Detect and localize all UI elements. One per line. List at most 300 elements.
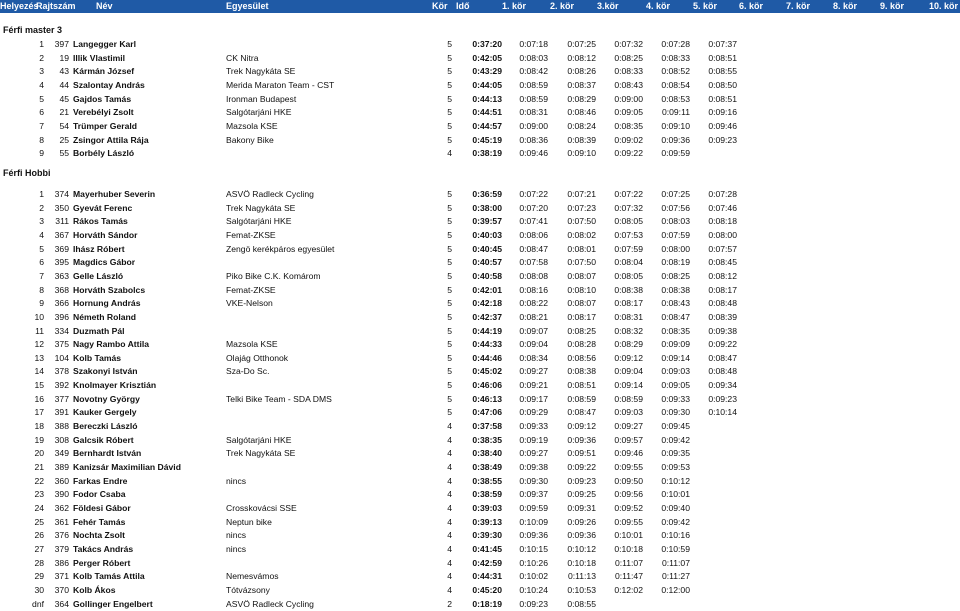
- cell-total-time: 0:36:59: [472, 188, 502, 202]
- cell-lap1: 0:09:23: [519, 598, 548, 611]
- cell-total-time: 0:44:13: [472, 93, 502, 107]
- cell-laps: 4: [447, 420, 452, 434]
- cell-total-time: 0:46:06: [472, 379, 502, 393]
- cell-lap3: 0:08:35: [614, 120, 643, 134]
- cell-rank: 1: [39, 38, 44, 52]
- cell-lap3: 0:08:31: [614, 311, 643, 325]
- cell-laps: 5: [447, 338, 452, 352]
- cell-lap4: 0:07:25: [661, 188, 690, 202]
- cell-lap3: 0:09:03: [614, 406, 643, 420]
- cell-name: Verebélyi Zsolt: [73, 106, 134, 120]
- cell-laps: 4: [447, 516, 452, 530]
- cell-laps: 5: [447, 379, 452, 393]
- cell-name: Ihász Róbert: [73, 243, 125, 257]
- cell-rank: 16: [34, 393, 44, 407]
- cell-bib: 375: [55, 338, 69, 352]
- cell-lap2: 0:10:53: [567, 584, 596, 598]
- cell-bib: 350: [55, 202, 69, 216]
- cell-lap1: 0:08:08: [519, 270, 548, 284]
- cell-lap4: 0:08:53: [661, 93, 690, 107]
- col-time-header: Idő: [456, 0, 470, 13]
- cell-total-time: 0:47:06: [472, 406, 502, 420]
- cell-club: CK Nitra: [226, 52, 258, 66]
- cell-lap1: 0:08:47: [519, 243, 548, 257]
- cell-lap3: 0:08:59: [614, 393, 643, 407]
- cell-lap4: 0:08:47: [661, 311, 690, 325]
- cell-lap2: 0:08:38: [567, 365, 596, 379]
- cell-lap3: 0:09:12: [614, 352, 643, 366]
- cell-lap3: 0:09:27: [614, 420, 643, 434]
- col-lap2-header: 2. kör: [550, 0, 574, 13]
- cell-lap4: 0:07:56: [661, 202, 690, 216]
- cell-name: Novotny György: [73, 393, 140, 407]
- cell-total-time: 0:44:05: [472, 79, 502, 93]
- cell-lap5: 0:07:37: [708, 38, 737, 52]
- cell-lap2: 0:07:50: [567, 256, 596, 270]
- cell-bib: 308: [55, 434, 69, 448]
- cell-lap5: 0:08:00: [708, 229, 737, 243]
- cell-bib: 388: [55, 420, 69, 434]
- cell-bib: 363: [55, 270, 69, 284]
- cell-total-time: 0:44:31: [472, 570, 502, 584]
- cell-club: Trek Nagykáta SE: [226, 202, 295, 216]
- cell-total-time: 0:44:19: [472, 325, 502, 339]
- cell-rank: 2: [39, 202, 44, 216]
- cell-laps: 5: [447, 79, 452, 93]
- cell-name: Perger Róbert: [73, 557, 130, 571]
- cell-total-time: 0:38:59: [472, 488, 502, 502]
- cell-name: Kauker Gergely: [73, 406, 137, 420]
- cell-name: Szakonyi István: [73, 365, 137, 379]
- cell-lap3: 0:09:50: [614, 475, 643, 489]
- cell-total-time: 0:37:58: [472, 420, 502, 434]
- table-row: [0, 120, 960, 134]
- cell-total-time: 0:44:33: [472, 338, 502, 352]
- cell-lap4: 0:09:45: [661, 420, 690, 434]
- cell-club: nincs: [226, 475, 246, 489]
- cell-lap1: 0:08:21: [519, 311, 548, 325]
- cell-laps: 5: [447, 393, 452, 407]
- cell-lap1: 0:09:29: [519, 406, 548, 420]
- col-club-header: Egyesület: [226, 0, 269, 13]
- cell-name: Gajdos Tamás: [73, 93, 131, 107]
- cell-lap2: 0:10:12: [567, 543, 596, 557]
- cell-lap3: 0:08:43: [614, 79, 643, 93]
- table-row: [0, 79, 960, 93]
- cell-total-time: 0:39:57: [472, 215, 502, 229]
- cell-bib: 43: [59, 65, 69, 79]
- cell-lap3: 0:09:05: [614, 106, 643, 120]
- cell-lap2: 0:07:23: [567, 202, 596, 216]
- cell-lap4: 0:09:42: [661, 434, 690, 448]
- cell-lap3: 0:11:07: [615, 557, 643, 571]
- cell-bib: 370: [55, 584, 69, 598]
- table-row: [0, 311, 960, 325]
- cell-rank: 3: [39, 215, 44, 229]
- table-row: [0, 256, 960, 270]
- cell-lap5: 0:09:23: [708, 393, 737, 407]
- cell-lap2: 0:08:37: [567, 79, 596, 93]
- table-row: [0, 447, 960, 461]
- cell-lap2: 0:09:10: [567, 147, 596, 161]
- cell-club: Trek Nagykáta SE: [226, 65, 295, 79]
- cell-club: Femat-ZKSE: [226, 229, 276, 243]
- cell-rank: 19: [34, 434, 44, 448]
- cell-lap4: 0:09:09: [661, 338, 690, 352]
- cell-lap1: 0:09:33: [519, 420, 548, 434]
- cell-lap1: 0:07:18: [519, 38, 548, 52]
- cell-lap4: 0:09:05: [661, 379, 690, 393]
- cell-laps: 5: [447, 365, 452, 379]
- cell-lap2: 0:07:50: [567, 215, 596, 229]
- cell-rank: 14: [34, 365, 44, 379]
- table-row: [0, 93, 960, 107]
- cell-total-time: 0:40:03: [472, 229, 502, 243]
- table-row: [0, 65, 960, 79]
- cell-club: Nemesvámos: [226, 570, 279, 584]
- col-lap4-header: 4. kör: [646, 0, 670, 13]
- cell-lap5: 0:08:47: [708, 352, 737, 366]
- cell-lap3: 0:08:05: [614, 270, 643, 284]
- cell-lap1: 0:08:31: [519, 106, 548, 120]
- cell-laps: 4: [447, 488, 452, 502]
- table-row: [0, 420, 960, 434]
- cell-bib: 369: [55, 243, 69, 257]
- cell-lap3: 0:08:17: [614, 297, 643, 311]
- cell-lap1: 0:08:22: [519, 297, 548, 311]
- cell-lap5: 0:08:17: [708, 284, 737, 298]
- cell-lap2: 0:08:56: [567, 352, 596, 366]
- cell-club: Telki Bike Team - SDA DMS: [226, 393, 332, 407]
- cell-laps: 4: [447, 475, 452, 489]
- cell-bib: 371: [55, 570, 69, 584]
- cell-lap1: 0:07:41: [519, 215, 548, 229]
- cell-lap1: 0:08:59: [519, 79, 548, 93]
- cell-lap4: 0:10:16: [661, 529, 690, 543]
- cell-rank: 3: [39, 65, 44, 79]
- table-row: [0, 202, 960, 216]
- cell-lap3: 0:09:14: [614, 379, 643, 393]
- cell-lap3: 0:09:00: [614, 93, 643, 107]
- cell-total-time: 0:42:59: [472, 557, 502, 571]
- cell-laps: 5: [447, 311, 452, 325]
- cell-total-time: 0:44:46: [472, 352, 502, 366]
- cell-rank: 4: [39, 229, 44, 243]
- cell-rank: 22: [34, 475, 44, 489]
- cell-lap2: 0:08:07: [567, 270, 596, 284]
- cell-name: Bereczki László: [73, 420, 137, 434]
- cell-lap1: 0:09:27: [519, 447, 548, 461]
- cell-name: Kanizsár Maximilian Dávid: [73, 461, 181, 475]
- cell-lap2: 0:08:25: [567, 325, 596, 339]
- cell-lap3: 0:07:32: [614, 202, 643, 216]
- cell-laps: 4: [447, 584, 452, 598]
- table-row: [0, 406, 960, 420]
- cell-lap5: 0:09:46: [708, 120, 737, 134]
- cell-total-time: 0:38:35: [472, 434, 502, 448]
- cell-bib: 364: [55, 598, 69, 611]
- cell-club: Bakony Bike: [226, 134, 274, 148]
- cell-lap4: 0:08:38: [661, 284, 690, 298]
- cell-total-time: 0:42:18: [472, 297, 502, 311]
- cell-lap4: 0:08:03: [661, 215, 690, 229]
- cell-bib: 349: [55, 447, 69, 461]
- table-row: [0, 557, 960, 571]
- table-row: [0, 134, 960, 148]
- table-header: [0, 0, 960, 13]
- cell-lap4: 0:08:00: [661, 243, 690, 257]
- cell-lap3: 0:09:57: [614, 434, 643, 448]
- cell-name: Knolmayer Krisztián: [73, 379, 156, 393]
- cell-bib: 360: [55, 475, 69, 489]
- cell-bib: 396: [55, 311, 69, 325]
- cell-total-time: 0:39:03: [472, 502, 502, 516]
- cell-lap2: 0:09:23: [567, 475, 596, 489]
- cell-rank: 11: [35, 325, 44, 339]
- cell-bib: 362: [55, 502, 69, 516]
- cell-lap4: 0:09:03: [661, 365, 690, 379]
- cell-lap1: 0:10:26: [519, 557, 548, 571]
- col-lap3-header: 3.kör: [597, 0, 619, 13]
- cell-lap3: 0:10:01: [614, 529, 643, 543]
- table-row: [0, 188, 960, 202]
- cell-club: Piko Bike C.K. Komárom: [226, 270, 321, 284]
- cell-laps: 4: [447, 447, 452, 461]
- cell-name: Langegger Karl: [73, 38, 136, 52]
- cell-lap1: 0:08:42: [519, 65, 548, 79]
- cell-name: Farkas Endre: [73, 475, 127, 489]
- cell-laps: 5: [447, 106, 452, 120]
- section-title: Férfi master 3: [3, 24, 62, 37]
- cell-name: Magdics Gábor: [73, 256, 135, 270]
- cell-rank: 7: [39, 270, 44, 284]
- cell-rank: 29: [34, 570, 44, 584]
- cell-rank: 2: [39, 52, 44, 66]
- cell-lap3: 0:09:04: [614, 365, 643, 379]
- cell-club: Neptun bike: [226, 516, 272, 530]
- cell-rank: 7: [39, 120, 44, 134]
- cell-lap1: 0:09:37: [519, 488, 548, 502]
- cell-lap3: 0:08:04: [614, 256, 643, 270]
- cell-lap4: 0:09:10: [661, 120, 690, 134]
- cell-lap3: 0:09:55: [614, 461, 643, 475]
- cell-lap4: 0:09:53: [661, 461, 690, 475]
- cell-total-time: 0:40:45: [472, 243, 502, 257]
- cell-lap1: 0:10:15: [519, 543, 548, 557]
- col-lap8-header: 8. kör: [833, 0, 857, 13]
- cell-lap5: 0:07:57: [708, 243, 737, 257]
- cell-lap1: 0:08:03: [519, 52, 548, 66]
- table-row: [0, 52, 960, 66]
- cell-laps: 2: [447, 598, 452, 611]
- cell-lap1: 0:09:38: [519, 461, 548, 475]
- cell-lap4: 0:11:27: [662, 570, 690, 584]
- cell-name: Fodor Csaba: [73, 488, 126, 502]
- cell-lap2: 0:11:13: [568, 570, 596, 584]
- cell-total-time: 0:38:00: [472, 202, 502, 216]
- cell-name: Duzmath Pál: [73, 325, 125, 339]
- cell-laps: 4: [447, 434, 452, 448]
- cell-lap4: 0:09:35: [661, 447, 690, 461]
- cell-total-time: 0:42:01: [472, 284, 502, 298]
- cell-bib: 311: [55, 215, 69, 229]
- cell-lap2: 0:07:21: [567, 188, 596, 202]
- cell-lap4: 0:08:19: [661, 256, 690, 270]
- cell-total-time: 0:38:55: [472, 475, 502, 489]
- cell-rank: 18: [34, 420, 44, 434]
- cell-bib: 376: [55, 529, 69, 543]
- cell-lap1: 0:09:59: [519, 502, 548, 516]
- cell-lap2: 0:09:22: [567, 461, 596, 475]
- cell-lap2: 0:09:26: [567, 516, 596, 530]
- table-row: [0, 325, 960, 339]
- col-lap1-header: 1. kör: [502, 0, 526, 13]
- cell-name: Horváth Sándor: [73, 229, 137, 243]
- cell-lap3: 0:08:33: [614, 65, 643, 79]
- cell-name: Gollinger Engelbert: [73, 598, 153, 611]
- cell-lap2: 0:08:47: [567, 406, 596, 420]
- cell-lap1: 0:09:30: [519, 475, 548, 489]
- cell-bib: 21: [59, 106, 69, 120]
- cell-name: Nagy Rambo Attila: [73, 338, 149, 352]
- cell-lap1: 0:09:00: [519, 120, 548, 134]
- table-row: [0, 475, 960, 489]
- cell-lap3: 0:10:18: [614, 543, 643, 557]
- cell-lap4: 0:09:59: [661, 147, 690, 161]
- table-row: [0, 270, 960, 284]
- cell-rank: 27: [34, 543, 44, 557]
- cell-lap4: 0:08:33: [661, 52, 690, 66]
- table-row: [0, 338, 960, 352]
- cell-total-time: 0:44:51: [472, 106, 502, 120]
- cell-rank: 13: [34, 352, 44, 366]
- cell-bib: 397: [55, 38, 69, 52]
- cell-total-time: 0:37:20: [472, 38, 502, 52]
- table-row: [0, 147, 960, 161]
- cell-lap5: 0:08:18: [708, 215, 737, 229]
- cell-laps: 5: [447, 93, 452, 107]
- cell-bib: 104: [55, 352, 69, 366]
- cell-club: ASVÖ Radleck Cycling: [226, 598, 314, 611]
- cell-lap2: 0:09:25: [567, 488, 596, 502]
- cell-laps: 4: [447, 570, 452, 584]
- cell-lap1: 0:09:21: [519, 379, 548, 393]
- col-bib-header: Rajtszám: [36, 0, 76, 13]
- cell-lap1: 0:08:34: [519, 352, 548, 366]
- cell-lap2: 0:08:10: [567, 284, 596, 298]
- cell-laps: 5: [447, 229, 452, 243]
- cell-lap5: 0:08:50: [708, 79, 737, 93]
- col-lap6-header: 6. kör: [739, 0, 763, 13]
- cell-rank: 9: [39, 297, 44, 311]
- cell-name: Hornung András: [73, 297, 140, 311]
- cell-total-time: 0:40:57: [472, 256, 502, 270]
- cell-name: Gyevát Ferenc: [73, 202, 132, 216]
- cell-bib: 392: [55, 379, 69, 393]
- table-row: [0, 529, 960, 543]
- cell-lap2: 0:09:31: [567, 502, 596, 516]
- cell-lap1: 0:08:36: [519, 134, 548, 148]
- cell-club: Mazsola KSE: [226, 338, 278, 352]
- cell-name: Kármán József: [73, 65, 134, 79]
- cell-lap4: 0:10:12: [661, 475, 690, 489]
- cell-bib: 389: [55, 461, 69, 475]
- cell-lap4: 0:09:30: [661, 406, 690, 420]
- cell-lap1: 0:09:46: [519, 147, 548, 161]
- col-lap10-header: 10. kör: [929, 0, 958, 13]
- cell-lap1: 0:07:22: [519, 188, 548, 202]
- cell-lap4: 0:12:00: [661, 584, 690, 598]
- table-row: [0, 434, 960, 448]
- cell-lap2: 0:08:26: [567, 65, 596, 79]
- cell-lap1: 0:10:09: [519, 516, 548, 530]
- cell-rank: 28: [34, 557, 44, 571]
- cell-lap3: 0:09:02: [614, 134, 643, 148]
- cell-lap1: 0:08:59: [519, 93, 548, 107]
- cell-lap2: 0:08:51: [567, 379, 596, 393]
- cell-lap4: 0:09:42: [661, 516, 690, 530]
- cell-lap1: 0:07:20: [519, 202, 548, 216]
- cell-laps: 4: [447, 461, 452, 475]
- cell-lap4: 0:08:52: [661, 65, 690, 79]
- table-row: [0, 229, 960, 243]
- cell-lap3: 0:07:53: [614, 229, 643, 243]
- cell-lap3: 0:11:47: [615, 570, 643, 584]
- cell-club: Salgótarjáni HKE: [226, 215, 291, 229]
- cell-name: Trümper Gerald: [73, 120, 137, 134]
- cell-lap3: 0:12:02: [614, 584, 643, 598]
- cell-name: Gelle László: [73, 270, 123, 284]
- cell-name: Borbély László: [73, 147, 134, 161]
- cell-lap4: 0:09:36: [661, 134, 690, 148]
- col-name-header: Név: [96, 0, 113, 13]
- cell-lap1: 0:09:36: [519, 529, 548, 543]
- cell-name: Takács András: [73, 543, 133, 557]
- cell-lap2: 0:08:59: [567, 393, 596, 407]
- cell-lap2: 0:09:51: [567, 447, 596, 461]
- cell-name: Kolb Tamás: [73, 352, 121, 366]
- cell-total-time: 0:18:19: [472, 598, 502, 611]
- cell-lap4: 0:09:33: [661, 393, 690, 407]
- cell-lap1: 0:08:16: [519, 284, 548, 298]
- cell-rank: 10: [34, 311, 44, 325]
- cell-rank: 15: [34, 379, 44, 393]
- table-row: [0, 488, 960, 502]
- col-lap7-header: 7. kör: [786, 0, 810, 13]
- cell-lap2: 0:07:25: [567, 38, 596, 52]
- cell-laps: 5: [447, 38, 452, 52]
- cell-lap1: 0:08:06: [519, 229, 548, 243]
- cell-lap1: 0:10:24: [519, 584, 548, 598]
- cell-lap4: 0:10:01: [661, 488, 690, 502]
- cell-name: Szalontay András: [73, 79, 145, 93]
- table-row: [0, 584, 960, 598]
- cell-lap3: 0:08:32: [614, 325, 643, 339]
- cell-lap2: 0:08:02: [567, 229, 596, 243]
- cell-club: Trek Nagykáta SE: [226, 447, 295, 461]
- cell-lap3: 0:09:22: [614, 147, 643, 161]
- cell-lap2: 0:09:36: [567, 434, 596, 448]
- cell-lap4: 0:09:11: [662, 106, 690, 120]
- cell-bib: 19: [59, 52, 69, 66]
- cell-lap2: 0:08:17: [567, 311, 596, 325]
- cell-name: Nochta Zsolt: [73, 529, 125, 543]
- cell-total-time: 0:42:37: [472, 311, 502, 325]
- cell-lap5: 0:08:12: [708, 270, 737, 284]
- cell-lap5: 0:09:34: [708, 379, 737, 393]
- cell-bib: 25: [59, 134, 69, 148]
- cell-lap3: 0:09:46: [614, 447, 643, 461]
